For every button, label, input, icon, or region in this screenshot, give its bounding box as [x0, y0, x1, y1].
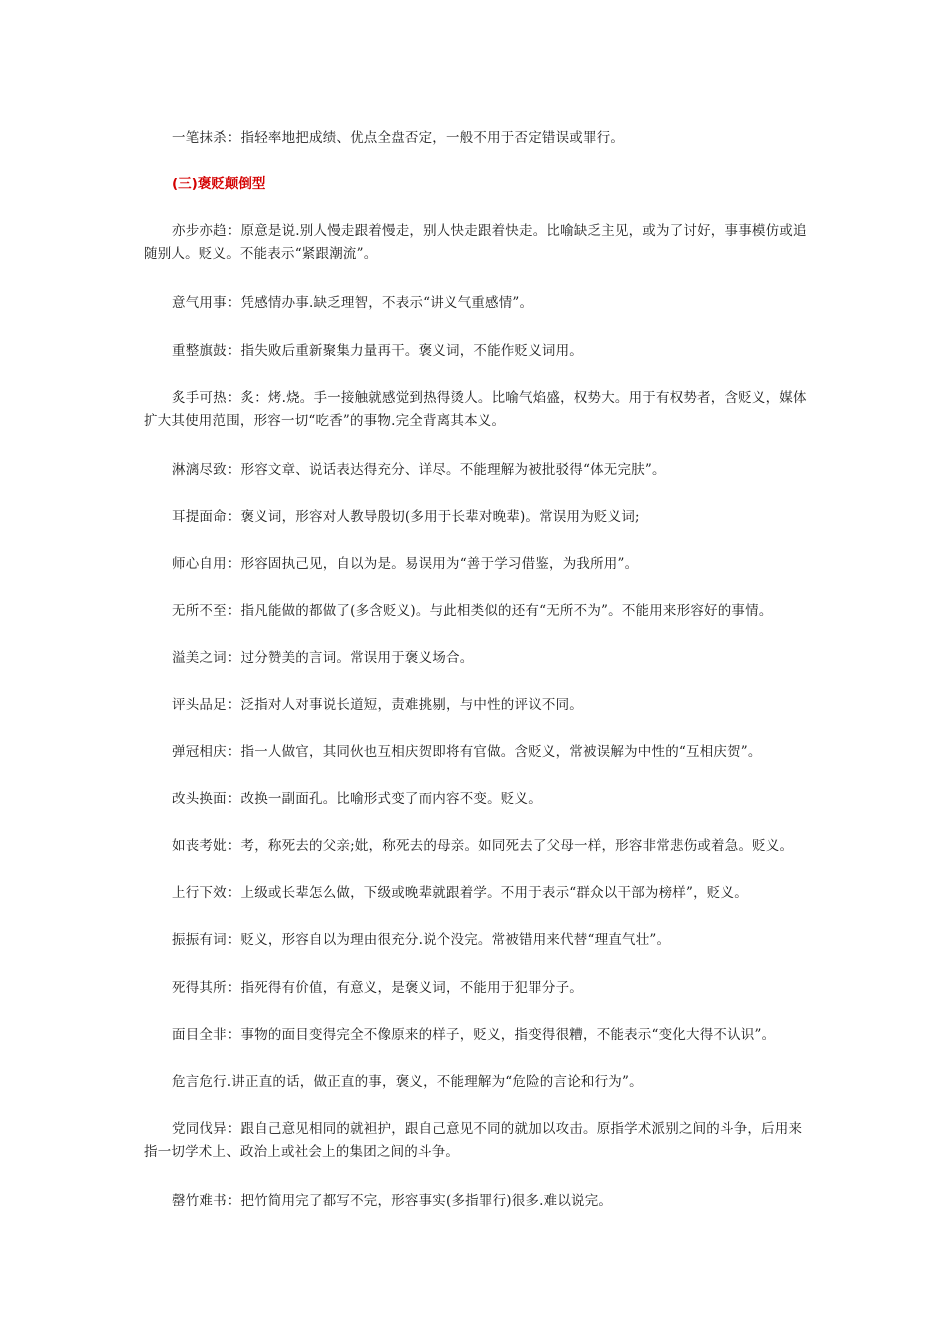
paragraph-chongzhengqigu: 重整旗鼓：指失败后重新聚集力量再干。褒义词，不能作贬义词用。: [172, 343, 583, 359]
paragraph-zhishoukere: 炙手可热：炙：烤.烧。手一接触就感觉到热得烫人。比喻气焰盛，权势大。用于有权势者，含贬义，媒体扩大其使用范围，形容一切“吃香”的事物.完全背离其本义。: [144, 390, 807, 429]
paragraph-yibuyiqu: 亦步亦趋：原意是说.别人慢走跟着慢走，别人快走跟着快走。比喻缺乏主见，或为了讨好，事事模仿或追随别人。贬义。不能表示“紧跟潮流”。: [144, 223, 807, 262]
paragraph-zhenzhenyouci: 振振有词：贬义，形容自以为理由很充分.说个没完。常被错用来代替“理直气壮”。: [172, 932, 671, 948]
paragraph-tanguanxiangqing: 弹冠相庆：指一人做官，其同伙也互相庆贺即将有官做。含贬义，常被误解为中性的“互相庆贺”。: [172, 744, 762, 760]
paragraph-shangxingxiaxiao: 上行下效：上级或长辈怎么做，下级或晚辈就跟着学。不用于表示“群众以干部为榜样”，贬义。: [172, 885, 748, 901]
paragraph-yiqiyongshi: 意气用事：凭感情办事.缺乏理智，不表示“讲义气重感情”。: [172, 295, 534, 311]
paragraph-pingtoupinzu: 评头品足：泛指对人对事说长道短，责难挑剔，与中性的评议不同。: [172, 697, 583, 713]
paragraph-weiyanweixing: 危言危行.讲正直的话，做正直的事，褒义，不能理解为“危险的言论和行为”。: [172, 1074, 643, 1090]
paragraph-wusuobuzhi: 无所不至：指凡能做的都做了(多含贬义)。与此相类似的还有“无所不为”。不能用来形容好的事情。: [172, 603, 773, 619]
paragraph-yibimosha: 一笔抹杀：指轻率地把成绩、优点全盘否定，一般不用于否定错误或罪行。: [172, 130, 625, 146]
paragraph-yimeizhici: 溢美之词：过分赞美的言词。常误用于褒义场合。: [172, 650, 474, 666]
paragraph-ertimianming: 耳提面命：褒义词，形容对人教导殷切(多用于长辈对晚辈)。常误用为贬义词;: [172, 509, 640, 525]
paragraph-dangtongfayi: 党同伐异：跟自己意见相同的就袒护，跟自己意见不同的就加以攻击。原指学术派别之间的斗争，后用来指一切学术上、政治上或社会上的集团之间的斗争。: [144, 1121, 803, 1160]
paragraph-sideqisuo: 死得其所：指死得有价值，有意义，是褒义词，不能用于犯罪分子。: [172, 980, 583, 996]
paragraph-gaitouhuanmian: 改头换面：改换一副面孔。比喻形式变了而内容不变。贬义。: [172, 791, 542, 807]
paragraph-mianmuquanfei: 面目全非：事物的面目变得完全不像原来的样子，贬义，指变得很糟，不能表示“变化大得不认识”。: [172, 1027, 776, 1043]
paragraph-qingzhunanshu: 罄竹难书：把竹简用完了都写不完，形容事实(多指罪行)很多.难以说完。: [172, 1193, 613, 1209]
section-heading: (三)褒贬颠倒型: [172, 176, 266, 192]
paragraph-rusangkaobi: 如丧考妣：考，称死去的父亲;妣，称死去的母亲。如同死去了父母一样，形容非常悲伤或着急。贬义。: [172, 838, 794, 854]
paragraph-linlijinzhi: 淋漓尽致：形容文章、说话表达得充分、详尽。不能理解为被批驳得“体无完肤”。: [172, 462, 666, 478]
paragraph-shixinziyong: 师心自用：形容固执己见，自以为是。易误用为“善于学习借鉴，为我所用”。: [172, 556, 639, 572]
